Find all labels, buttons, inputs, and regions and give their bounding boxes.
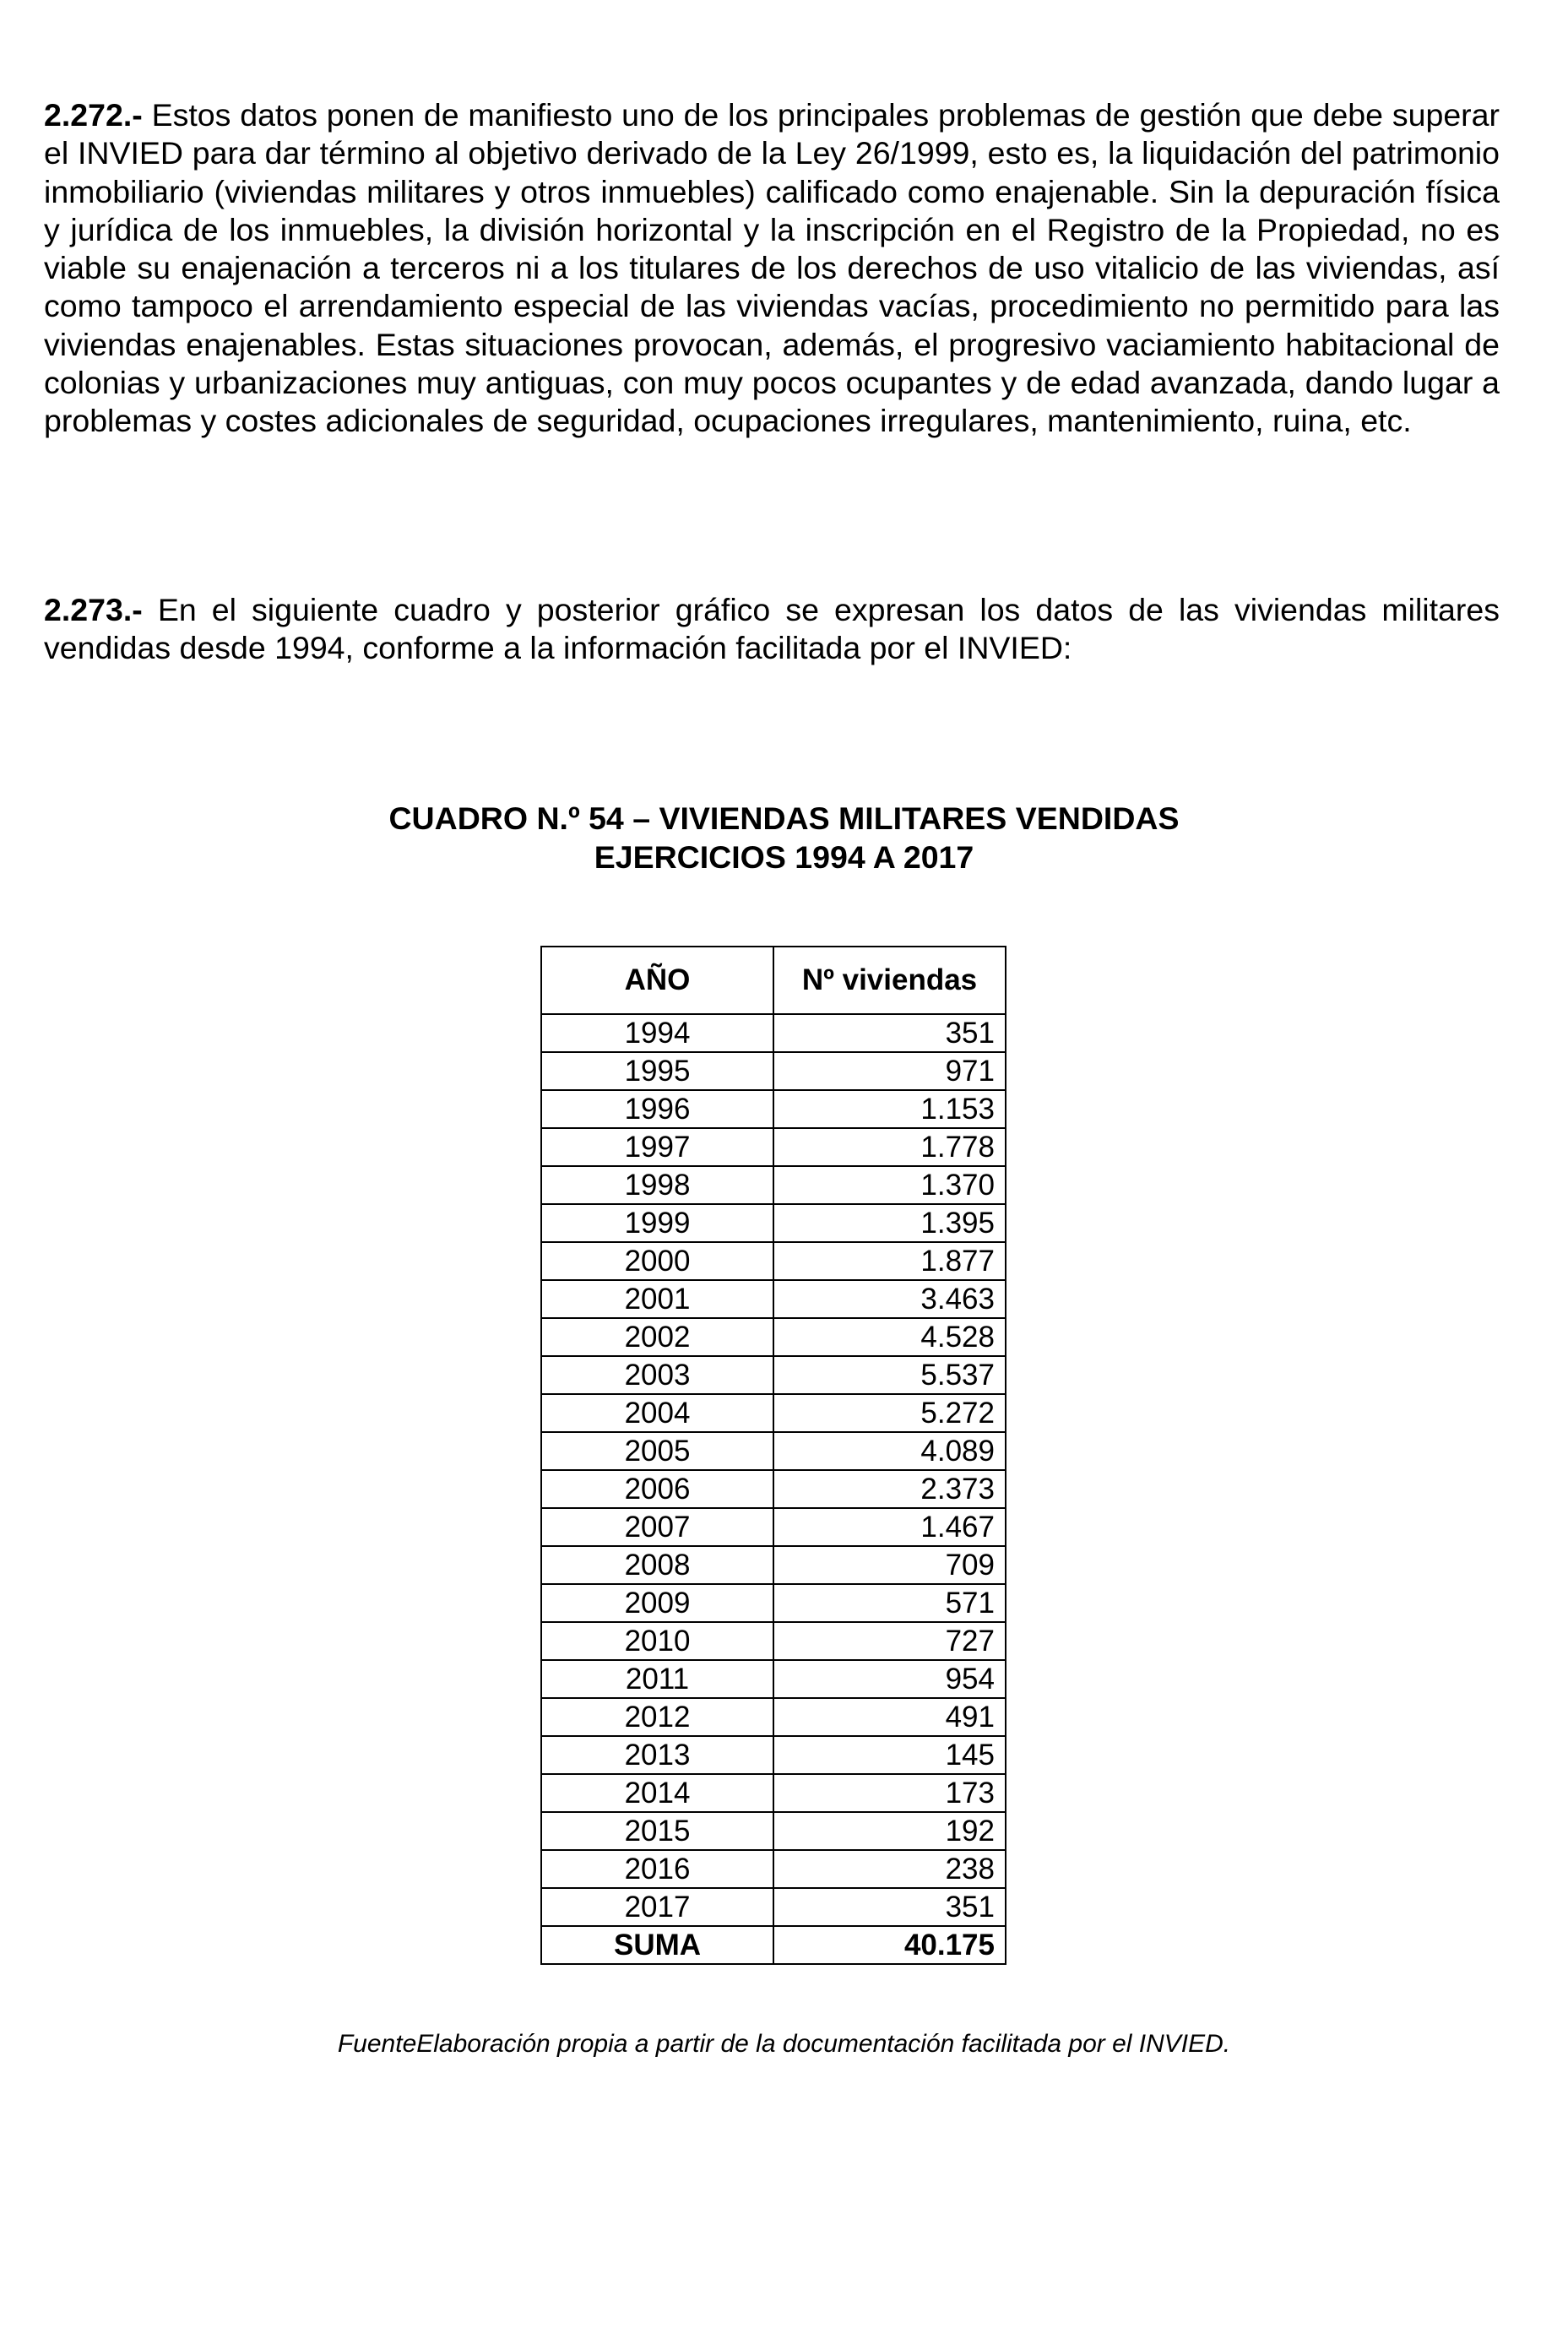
table-row: [541, 1698, 1006, 1736]
table-row: [541, 1736, 1006, 1774]
paragraph-2-273: [44, 591, 1500, 668]
count-cell: 173: [773, 1774, 1006, 1812]
count-cell: 5.272: [773, 1394, 1006, 1432]
count-cell: 5.537: [773, 1356, 1006, 1394]
year-cell: 2014: [541, 1774, 773, 1812]
table-row: [541, 1318, 1006, 1356]
table-header-row: [541, 947, 1006, 1014]
count-cell: 351: [773, 1014, 1006, 1052]
count-cell: 4.528: [773, 1318, 1006, 1356]
year-cell: 1999: [541, 1204, 773, 1242]
year-cell: 1995: [541, 1052, 773, 1090]
paragraph-2-272: [44, 96, 1500, 441]
table-row: [541, 1394, 1006, 1432]
count-cell: 2.373: [773, 1470, 1006, 1508]
total-label: SUMA: [541, 1926, 773, 1964]
year-cell: 2003: [541, 1356, 773, 1394]
year-cell: 2008: [541, 1546, 773, 1584]
count-cell: 1.877: [773, 1242, 1006, 1280]
year-cell: 2017: [541, 1888, 773, 1926]
year-cell: 1998: [541, 1166, 773, 1204]
count-cell: 1.467: [773, 1508, 1006, 1546]
count-cell: 4.089: [773, 1432, 1006, 1470]
count-cell: 727: [773, 1622, 1006, 1660]
count-cell: 1.370: [773, 1166, 1006, 1204]
year-cell: 2009: [541, 1584, 773, 1622]
count-cell: 351: [773, 1888, 1006, 1926]
table-row: [541, 1242, 1006, 1280]
table-row: [541, 1584, 1006, 1622]
year-cell: 2012: [541, 1698, 773, 1736]
header-year: AÑO: [541, 947, 773, 1014]
count-cell: 3.463: [773, 1280, 1006, 1318]
table-row: [541, 1356, 1006, 1394]
total-value: 40.175: [773, 1926, 1006, 1964]
count-cell: 1.395: [773, 1204, 1006, 1242]
count-cell: 571: [773, 1584, 1006, 1622]
count-cell: 1.153: [773, 1090, 1006, 1128]
count-cell: 192: [773, 1812, 1006, 1850]
table-row: [541, 1546, 1006, 1584]
count-cell: 709: [773, 1546, 1006, 1584]
year-cell: 2006: [541, 1470, 773, 1508]
count-cell: 1.778: [773, 1128, 1006, 1166]
table-row: [541, 1166, 1006, 1204]
year-cell: 1994: [541, 1014, 773, 1052]
count-cell: 971: [773, 1052, 1006, 1090]
year-cell: 2001: [541, 1280, 773, 1318]
paragraph-number: 2.272.-: [44, 97, 143, 133]
year-cell: 1997: [541, 1128, 773, 1166]
table-row: [541, 1622, 1006, 1660]
year-cell: 2016: [541, 1850, 773, 1888]
housing-sales-table: [540, 946, 1006, 1965]
table-row: [541, 1090, 1006, 1128]
year-cell: 2004: [541, 1394, 773, 1432]
table-row: [541, 1888, 1006, 1926]
table-row: [541, 1052, 1006, 1090]
table-row: [541, 1508, 1006, 1546]
table-subtitle: EJERCICIOS 1994 A 2017: [594, 839, 974, 875]
table-row: [541, 1470, 1006, 1508]
year-cell: 2015: [541, 1812, 773, 1850]
header-count: Nº viviendas: [773, 947, 1006, 1014]
table-title: CUADRO N.º 54 – VIVIENDAS MILITARES VENDIDAS: [388, 800, 1180, 836]
year-cell: 2013: [541, 1736, 773, 1774]
table-row: [541, 1850, 1006, 1888]
year-cell: 2002: [541, 1318, 773, 1356]
table-row: [541, 1812, 1006, 1850]
count-cell: 954: [773, 1660, 1006, 1698]
table-body: [541, 1014, 1006, 1964]
year-cell: 2011: [541, 1660, 773, 1698]
table-row: [541, 1014, 1006, 1052]
year-cell: 2010: [541, 1622, 773, 1660]
count-cell: 491: [773, 1698, 1006, 1736]
year-cell: 1996: [541, 1090, 773, 1128]
table-source-note: FuenteElaboración propia a partir de la documentación facilitada por el INVIED.: [337, 2030, 1231, 2058]
year-cell: 2007: [541, 1508, 773, 1546]
count-cell: 145: [773, 1736, 1006, 1774]
paragraph-text: En el siguiente cuadro y posterior gráfico se expresan los datos de las viviendas militares vendidas desde 1994, conforme a la información facilitada por el INVIED:: [44, 592, 1500, 666]
year-cell: 2000: [541, 1242, 773, 1280]
paragraph-text: Estos datos ponen de manifiesto uno de los principales problemas de gestión que debe superar el INVIED para dar término al objetivo derivado de la Ley 26/1999, esto es, la liquidación del patrimonio inmobiliario (viviendas militares y otros inmuebles) calificado como enajenable. Sin la depuración física y jurídica de los inmuebles, la división horizontal y la inscripción en el Registro de la Propiedad, no es viable su enajenación a terceros ni a los titulares de los derechos de uso vitalicio de las viviendas, así como tampoco el arrendamiento especial de las viviendas vacías, procedimiento no permitido para las viviendas enajenables. Estas situaciones provocan, además, el progresivo vaciamiento habitacional de colonias y urbanizaciones muy antiguas, con muy pocos ocupantes y de edad avanzada, dando lugar a problemas y costes adicionales de seguridad, ocupaciones irregulares, mantenimiento, ruina, etc.: [44, 97, 1500, 439]
table-row: [541, 1660, 1006, 1698]
table-row: [541, 1774, 1006, 1812]
year-cell: 2005: [541, 1432, 773, 1470]
paragraph-number: 2.273.-: [44, 592, 143, 627]
count-cell: 238: [773, 1850, 1006, 1888]
total-row: [541, 1926, 1006, 1964]
table-row: [541, 1128, 1006, 1166]
table-row: [541, 1204, 1006, 1242]
table-row: [541, 1432, 1006, 1470]
table-row: [541, 1280, 1006, 1318]
